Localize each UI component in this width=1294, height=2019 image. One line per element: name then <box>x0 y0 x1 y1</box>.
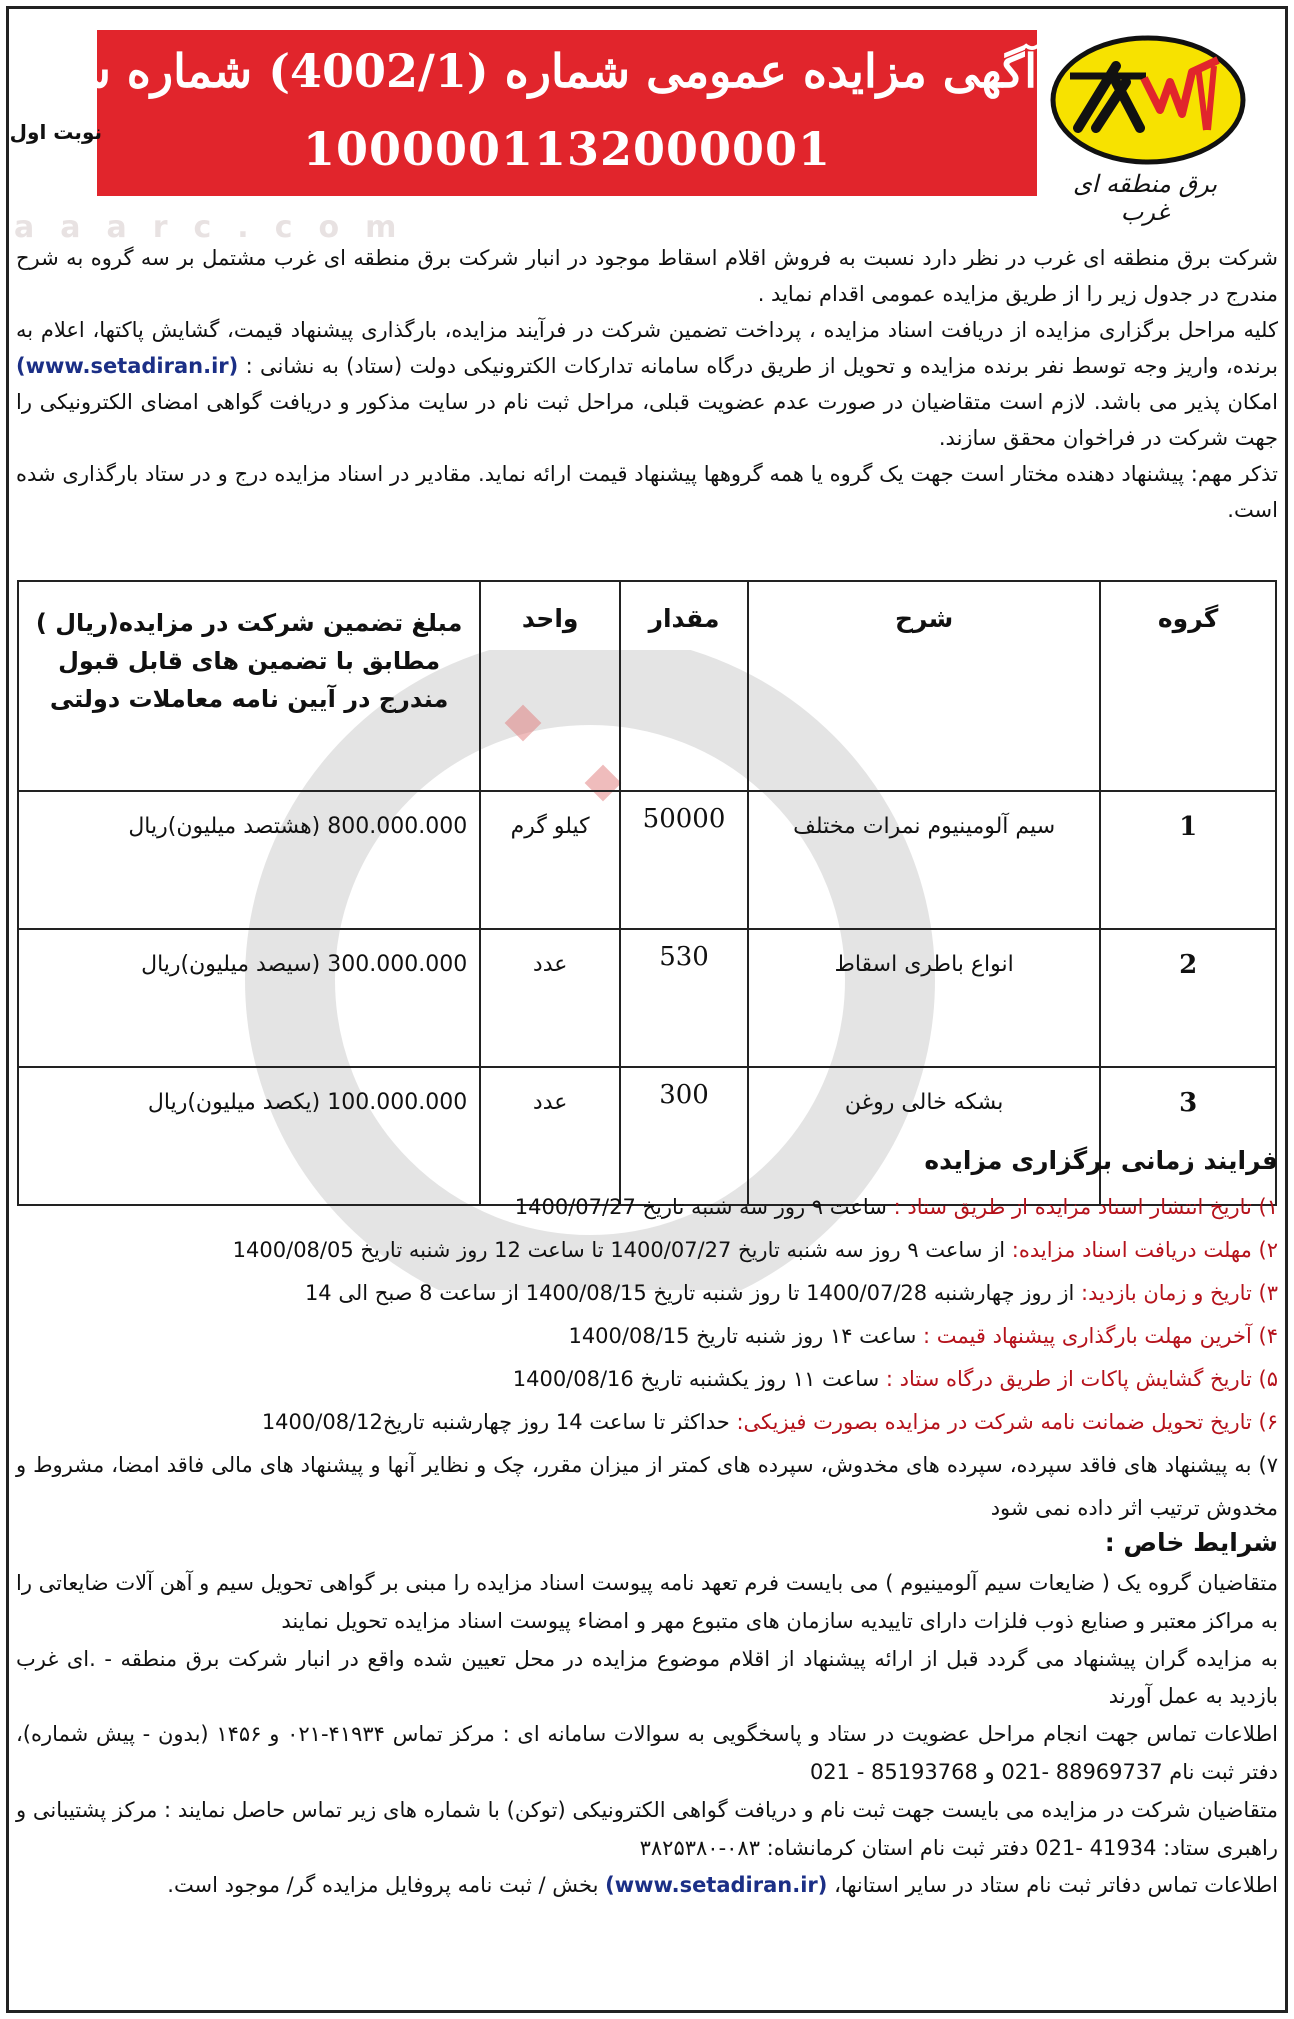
row-amount: 800.000.000 (هشتصد میلیون)ریال <box>18 791 480 929</box>
row-group: 1 <box>1100 791 1276 929</box>
notice-title: آگهی مزایده عمومی شماره (4002/1) شماره ستاد <box>23 44 1037 98</box>
source-watermark: aaarc.com <box>14 210 423 245</box>
intro-paragraph-3: تذکر مهم: پیشنهاد دهنده مختار است جهت یک گروه یا همه گروهها پیشنهاد قیمت ارائه نماید. مقادیر در اسناد مزایده درج و در ستاد بارگذاری شده است. <box>16 462 1278 522</box>
special-paragraph-1: متقاضیان گروه یک ( ضایعات سیم آلومینیوم ) می بایست فرم تعهد نامه پیوست اسناد مزایده را مبنی بر گواهی تحویل سیم و آهن آلات ضایعاتی را به مراکز معتبر و صنایع ذوب فلزات دارای تاییدیه سازمان های متبوع مهر و امضاء پیوست اسناد مزایده تحویل نمایند <box>16 1571 1278 1633</box>
special-conditions <box>16 1565 1278 1905</box>
timeline-item-label: ۳) تاریخ و زمان بازدید: <box>1081 1281 1278 1305</box>
timeline-item <box>16 1315 1278 1358</box>
header-guarantee-amount <box>18 581 480 791</box>
header-amount-line-3: مندرج در آیین نامه معاملات دولتی <box>49 685 449 713</box>
timeline-item-7: ۷) به پیشنهاد های فاقد سپرده، سپرده های مخدوش، سپرده های کمتر از میزان مقرر، چک و نظایر آنها و پیشنهاد های مالی فاقد امضا، مشروط و مخدوش ترتیب اثر داده نمی شود <box>16 1453 1278 1520</box>
timeline-title: فرایند زمانی برگزاری مزایده <box>924 1146 1278 1175</box>
row-quantity: 530 <box>620 929 748 1067</box>
timeline-item-text: ساعت ۱۴ روز شنبه تاریخ 1400/08/15 <box>568 1324 917 1348</box>
setad-number: 1000001132000001 <box>302 122 832 176</box>
special-paragraph-4: متقاضیان شرکت در مزایده می بایست جهت ثبت نام و دریافت گواهی الکترونیکی (توکن) با شماره های زیر تماس حاصل نمایند : مرکز پشتیبانی و راهبری ستاد: 41934 -021 دفتر ثبت نام استان کرمانشاه: ۰۸۳-۳۸۲۵۳۸۰ <box>16 1797 1278 1860</box>
timeline-item-label: ۶) تاریخ تحویل ضمانت نامه شرکت در مزایده بصورت فیزیکی: <box>736 1410 1278 1434</box>
timeline-item <box>16 1401 1278 1444</box>
setadiran-link-footer[interactable]: (www.setadiran.ir) <box>605 1873 828 1898</box>
header-quantity: مقدار <box>620 581 748 791</box>
logo-caption: برق منطقه ای غرب <box>1072 170 1218 226</box>
row-quantity: 300 <box>620 1067 748 1205</box>
setadiran-link[interactable]: (www.setadiran.ir) <box>16 354 239 378</box>
timeline-item-text: از روز چهارشنبه 1400/07/28 تا روز شنبه تاریخ 1400/08/15 از ساعت 8 صبح الی 14 <box>304 1281 1075 1305</box>
intro-paragraph-2-end: امکان پذیر می باشد. لازم است متقاضیان در صورت عدم عضویت قبلی، مراحل ثبت نام در سایت مذکور و دریافت گواهی امضای الکترونیکی را جهت شرکت در فراخوان محقق سازند. <box>16 390 1278 450</box>
row-group: 2 <box>1100 929 1276 1067</box>
timeline-item <box>16 1358 1278 1401</box>
timeline-item-text: حداکثر تا ساعت 14 روز چهارشنبه تاریخ1400/08/12 <box>261 1410 730 1434</box>
header-amount-line-1: مبلغ تضمین شرکت در مزایده(ریال ) <box>35 609 463 637</box>
header-description: شرح <box>748 581 1100 791</box>
table-header-row <box>18 581 1276 791</box>
intro-text <box>16 240 1278 528</box>
timeline-item <box>16 1229 1278 1272</box>
row-quantity: 50000 <box>620 791 748 929</box>
timeline-item-text: از ساعت ۹ روز سه شنبه تاریخ 1400/07/27 تا ساعت 12 روز شنبه تاریخ 1400/08/05 <box>232 1238 1006 1262</box>
timeline-item-text: ساعت ۹ روز سه شنبه تاریخ 1400/07/27 <box>514 1195 887 1219</box>
special-paragraph-2: به مزایده گران پیشنهاد می گردد قبل از ارائه پیشنهاد از اقلام موضوع مزایده در محل تعیین شده واقع در انبار شرکت برق منطقه - .ای غرب بازدید به عمل آورند <box>16 1646 1278 1709</box>
special-conditions-title: شرایط خاص : <box>1104 1528 1278 1557</box>
table-row <box>18 929 1276 1067</box>
intro-paragraph-2-start: کلیه مراحل برگزاری مزایده از دریافت اسناد مزایده ، پرداخت تضمین شرکت در فرآیند مزایده، بارگذاری پیشنهاد قیمت، گشایش پاکتها، اعلام به برنده، واریز وجه توسط نفر برنده مزایده و تحویل از طریق درگاه سامانه تدارکات الکترونیکی دولت (ستاد) به نشانی : <box>16 318 1278 378</box>
timeline-item-label: ۵) تاریخ گشایش پاکات از طریق درگاه ستاد : <box>885 1367 1278 1391</box>
row-description: سیم آلومینیوم نمرات مختلف <box>748 791 1100 929</box>
row-amount: 300.000.000 (سیصد میلیون)ریال <box>18 929 480 1067</box>
timeline-list <box>16 1186 1278 1530</box>
table-row <box>18 791 1276 929</box>
timeline-item-label: ۴) آخرین مهلت بارگذاری پیشنهاد قیمت : <box>923 1324 1278 1348</box>
timeline-item-label: ۲) مهلت دریافت اسناد مزایده: <box>1011 1238 1278 1262</box>
row-unit: کیلو گرم <box>480 791 620 929</box>
timeline-item <box>16 1272 1278 1315</box>
table-row <box>18 1067 1276 1205</box>
timeline-item-text: ساعت ۱۱ روز یکشنبه تاریخ 1400/08/16 <box>512 1367 880 1391</box>
row-group: 3 <box>1100 1067 1276 1205</box>
items-table <box>17 580 1277 1206</box>
special-paragraph-3: اطلاعات تماس جهت انجام مراحل عضویت در ستاد و پاسخگویی به سوالات سامانه ای : مرکز تماس ۴۱۹۳۴-۰۲۱ و ۱۴۵۶ (بدون - پیش شماره)، دفتر ثبت نام 88969737 -021 و 85193768 - 021 <box>16 1722 1279 1784</box>
row-description: بشکه خالی روغن <box>748 1067 1100 1205</box>
header-group: گروه <box>1100 581 1276 791</box>
intro-paragraph-1: شرکت برق منطقه ای غرب در نظر دارد نسبت به فروش اقلام اسقاط موجود در انبار شرکت برق منطقه ای غرب مشتمل بر سه گروه به شرح مندرج در جدول زیر را از طریق مزایده عمومی اقدام نماید . <box>16 246 1278 306</box>
header-amount-line-2: مطابق با تضمین های قابل قبول <box>58 647 441 675</box>
special-paragraph-5-end: بخش / ثبت نامه پروفایل مزایده گر/ موجود است. <box>167 1873 599 1898</box>
row-amount: 100.000.000 (یکصد میلیون)ریال <box>18 1067 480 1205</box>
row-unit: عدد <box>480 929 620 1067</box>
header-unit: واحد <box>480 581 620 791</box>
intro-paragraph-2 <box>16 312 1278 456</box>
row-unit: عدد <box>480 1067 620 1205</box>
row-description: انواع باطری اسقاط <box>748 929 1100 1067</box>
special-paragraph-5 <box>16 1867 1278 1905</box>
special-paragraph-5-start: اطلاعات تماس دفاتر ثبت نام ستاد در سایر استانها، <box>834 1873 1278 1898</box>
publication-round: نوبت اول <box>9 120 102 144</box>
timeline-item-label: ۱) تاریخ انتشار اسناد مزایده از طریق ستاد : <box>893 1195 1278 1219</box>
timeline-item <box>16 1186 1278 1229</box>
